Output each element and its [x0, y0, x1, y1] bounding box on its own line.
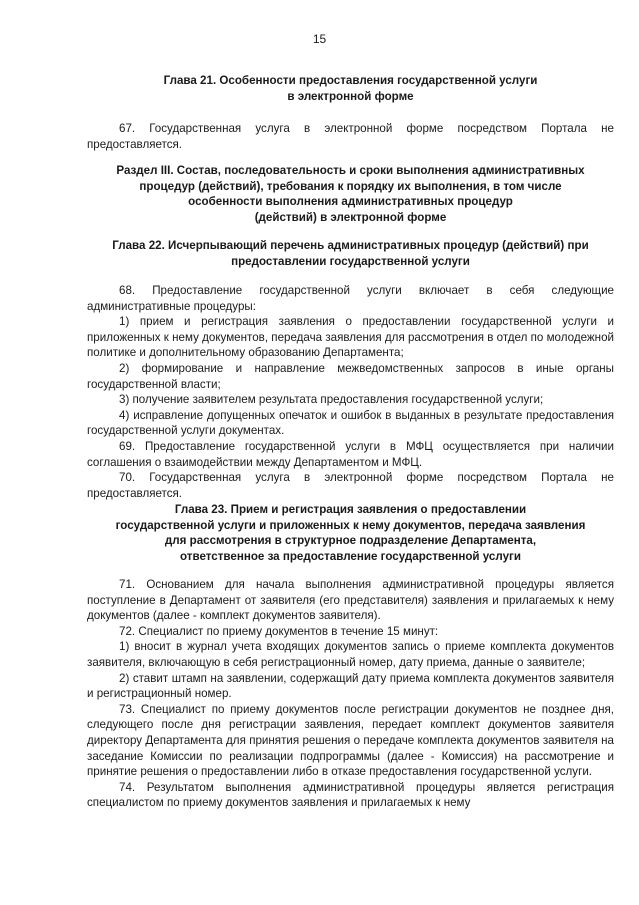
list-item: 3) получение заявителем результата предоставления государственной услуги;	[119, 393, 544, 407]
paragraph-74: 74. Результатом выполнения административной процедуры является регистрация специалистом по приему документов заявления и прилагаемых к нему	[87, 780, 614, 810]
heading-line: предоставлении государственной услуги	[231, 254, 470, 268]
heading-line: процедур (действий), требования к порядку их выполнения, в том числе	[139, 179, 562, 193]
chapter-22-heading	[87, 238, 614, 269]
paragraph-70: 70. Государственная услуга в электронной форме посредством Портала не предоставляется.	[87, 471, 614, 500]
list-item: 4) исправление допущенных опечаток и ошибок в выданных в результате предоставления государственной услуги документах.	[87, 408, 614, 438]
chapter-22-body	[87, 283, 614, 501]
heading-line: Глава 21. Особенности предоставления государственной услуги	[163, 74, 538, 87]
heading-line: ответственное за предоставление государственной услуги	[180, 549, 521, 563]
heading-line: Раздел III. Состав, последовательность и сроки выполнения административных	[116, 164, 585, 177]
paragraph-71: 71. Основанием для начала выполнения административной процедуры является поступление в Департамент от заявителя (его представителя) заявления и прилагаемых к нему документов (далее - комплект документов заявителя).	[87, 578, 614, 623]
chapter-23-heading	[87, 502, 614, 564]
list-item: 1) вносит в журнал учета входящих документов запись о приеме комплекта документов заявителя, включающую в себя регистрационный номер, дату приема, данные о заявителе;	[87, 640, 614, 669]
paragraph-67: 67. Государственная услуга в электронной форме посредством Портала не предоставляется.	[87, 122, 614, 151]
section-3-heading	[87, 163, 614, 225]
paragraph-68: 68. Предоставление государственной услуги включает в себя следующие административные процедуры:	[87, 284, 614, 313]
list-item: 2) ставит штамп на заявлении, содержащий дату приема комплекта документов заявителя и регистрационный номер.	[87, 671, 614, 701]
chapter-23-body	[87, 577, 614, 811]
page-number: 15	[312, 32, 327, 46]
list-item: 1) прием и регистрация заявления о предоставлении государственной услуги и приложенных к нему документов, передача заявления для рассмотрения в отдел по молодежной политике и дополнительному образованию Департамента;	[87, 315, 614, 360]
heading-line: особенности выполнения административных процедур	[188, 195, 513, 209]
heading-line: Глава 23. Прием и регистрация заявления о предоставлении	[174, 503, 527, 516]
heading-line: для рассмотрения в структурное подразделение Департамента,	[164, 534, 537, 548]
list-item: 2) формирование и направление межведомственных запросов в иные органы государственной власти;	[87, 361, 614, 391]
chapter-21-heading	[87, 73, 614, 104]
heading-line: (действий) в электронной форме	[254, 210, 447, 224]
paragraph-72: 72. Специалист по приему документов в течение 15 минут:	[119, 624, 439, 638]
heading-line: в электронной форме	[287, 89, 414, 103]
paragraph-73: 73. Специалист по приему документов после регистрации документов не позднее дня, следующего после дня регистрации заявления, передает комплект документов заявителя директору Департамента для принятия решения о передаче комплекта документов заявителя на заседание Комиссии по реализации подпрограммы (далее - Комиссия) на рассмотрение и принятие решения о предоставлении либо в отказе предоставления государственной услуги.	[87, 702, 614, 779]
heading-line: Глава 22. Исчерпывающий перечень административных процедур (действий) при	[112, 239, 589, 252]
paragraph-69: 69. Предоставление государственной услуги в МФЦ осуществляется при наличии соглашения о взаимодействии между Департаментом и МФЦ.	[87, 439, 614, 469]
heading-line: государственной услуги и приложенных к нему документов, передача заявления	[115, 518, 586, 532]
